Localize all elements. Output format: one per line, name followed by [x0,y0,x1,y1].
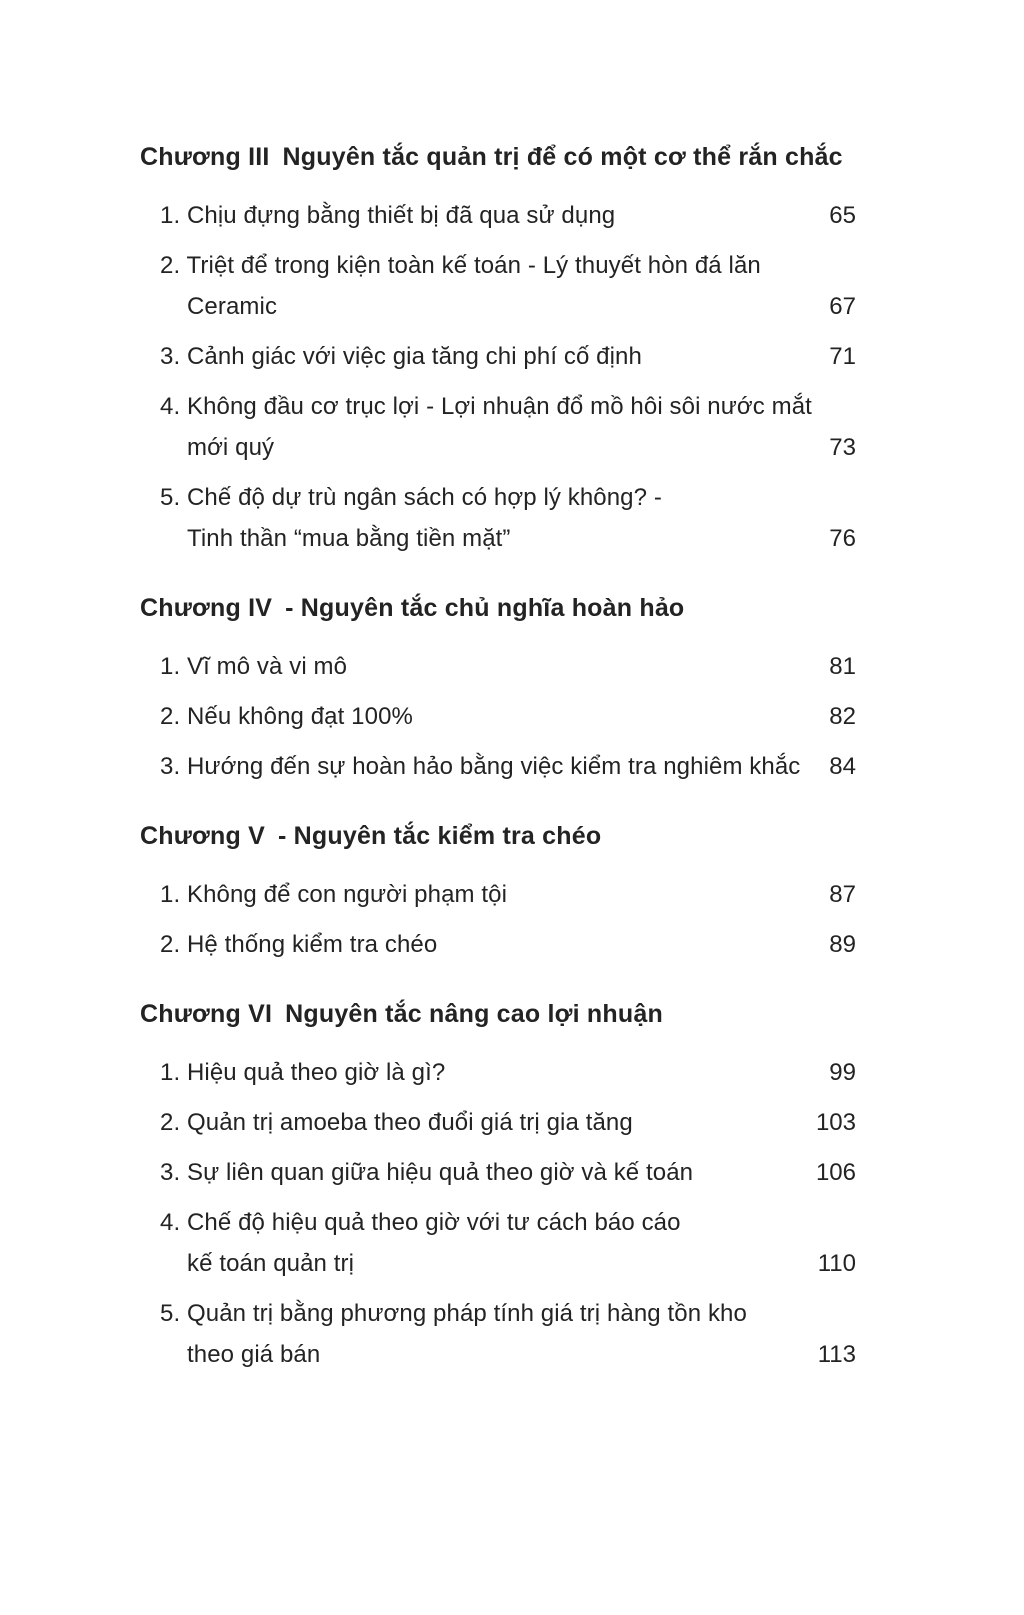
toc-entry [140,746,856,787]
toc-entry [140,1293,856,1375]
toc-entry [140,195,856,236]
toc-entry [140,924,856,965]
entry-page-number: 65 [829,202,856,229]
entry-title-continued: theo giá bán [187,1341,321,1368]
entry-title-continued: kế toán quản trị [187,1250,355,1277]
entry-title: 3. Sự liên quan giữa hiệu quả theo giờ và kế toán [160,1159,694,1186]
chapter-label: Chương V [140,822,265,850]
toc-entry [140,1202,856,1284]
toc-entry [140,477,856,559]
entry-page-number: 106 [815,1159,856,1186]
toc-entry [140,696,856,737]
toc-entry [140,1052,856,1093]
entry-page-number: 73 [829,434,856,461]
entry-page-number: 81 [829,653,856,680]
chapter-title: - Nguyên tắc chủ nghĩa hoàn hảo [285,594,685,622]
entry-page-number: 76 [829,525,856,552]
entry-title-continued: Ceramic [187,293,278,320]
entry-page-number: 110 [817,1250,856,1277]
toc-entry [140,245,856,327]
entry-title: 5. Quản trị bằng phương pháp tính giá trị hàng tồn kho [160,1300,747,1327]
entry-page-number: 84 [829,753,856,780]
section-heading [140,591,856,625]
entry-page-number: 103 [815,1109,856,1136]
toc-entry [140,646,856,687]
entry-page-number: 99 [829,1059,856,1086]
entry-title: 1. Vĩ mô và vi mô [160,653,348,680]
entry-title: 1. Không để con người phạm tội [160,881,508,908]
entry-title: 1. Hiệu quả theo giờ là gì? [160,1059,446,1086]
toc-section-chuong-3 [140,140,856,559]
entry-page-number: 82 [829,703,856,730]
chapter-title: Nguyên tắc nâng cao lợi nhuận [285,1000,663,1028]
entry-title: 4. Chế độ hiệu quả theo giờ với tư cách báo cáo [160,1209,681,1236]
entry-title: 5. Chế độ dự trù ngân sách có hợp lý không? - [160,484,662,511]
entry-title: 2. Triệt để trong kiện toàn kế toán - Lý thuyết hòn đá lăn [160,252,761,279]
entry-page-number: 113 [817,1341,856,1368]
toc-section-chuong-5 [140,819,856,965]
entry-title: 2. Quản trị amoeba theo đuổi giá trị gia tăng [160,1109,633,1136]
entry-title: 3. Cảnh giác với việc gia tăng chi phí cố định [160,343,642,370]
entry-title: 2. Nếu không đạt 100% [160,703,413,730]
chapter-title: Nguyên tắc quản trị để có một cơ thể rắn chắc [282,143,843,171]
entry-page-number: 89 [829,931,856,958]
toc-entry [140,386,856,468]
entry-title-continued: Tinh thần “mua bằng tiền mặt” [187,525,511,552]
toc-entry [140,874,856,915]
toc-section-chuong-4 [140,591,856,787]
entry-title-continued: mới quý [187,434,275,461]
section-heading [140,140,856,174]
entry-title: 4. Không đầu cơ trục lợi - Lợi nhuận đổ mồ hôi sôi nước mắt [160,393,812,420]
entry-page-number: 71 [829,343,856,370]
entry-title: 2. Hệ thống kiểm tra chéo [160,931,438,958]
entry-title: 3. Hướng đến sự hoàn hảo bằng việc kiểm tra nghiêm khắc [160,753,801,780]
chapter-title: - Nguyên tắc kiểm tra chéo [277,822,602,850]
entry-page-number: 87 [829,881,856,908]
toc-section-chuong-6 [140,997,856,1375]
entry-page-number: 67 [829,293,856,320]
section-heading [140,997,856,1031]
entry-title: 1. Chịu đựng bằng thiết bị đã qua sử dụng [160,202,616,229]
chapter-label: Chương VI [140,1000,273,1028]
chapter-label: Chương IV [140,594,273,622]
toc-entry [140,1152,856,1193]
toc-entry [140,1102,856,1143]
chapter-label: Chương III [140,143,270,171]
toc-entry [140,336,856,377]
section-heading [140,819,856,853]
